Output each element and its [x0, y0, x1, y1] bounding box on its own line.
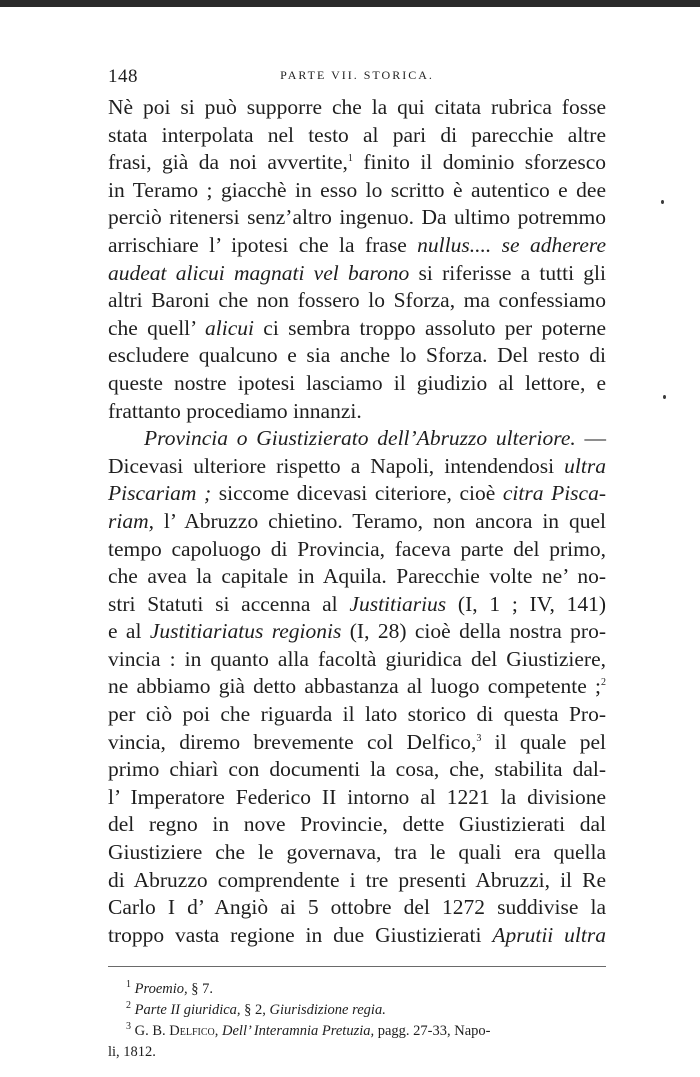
- text-line: [108, 618, 606, 646]
- italic-text: Giurisdizione regia.: [269, 1002, 386, 1019]
- footnote-separator: [108, 966, 606, 967]
- text-run: il quale pel: [481, 729, 606, 754]
- text-run: in Teramo ; giacchè in esso lo scritto è autentico e dee: [108, 177, 606, 202]
- italic-text: alicui: [205, 315, 254, 340]
- text-run: di Abruzzo comprendente i tre presenti Abruzzi, il Re: [108, 867, 606, 892]
- text-run: per ciò poi che riguarda il lato storico di questa Pro-: [108, 702, 606, 727]
- text-line: [108, 894, 606, 922]
- text-line: [108, 315, 606, 343]
- italic-text: riam,: [108, 508, 154, 533]
- running-header: [108, 60, 606, 86]
- text-run: finito il dominio sforzesco: [352, 150, 606, 175]
- text-run: pagg. 27-33, Napo-: [374, 1023, 491, 1040]
- text-run: troppo vasta regione in due Giustizierati: [108, 922, 493, 947]
- text-line: [108, 673, 606, 701]
- text-run: frattanto procediamo innanzi.: [108, 398, 362, 423]
- text-run: § 2,: [240, 1002, 270, 1019]
- text-run: ci sembra troppo assoluto per poterne: [253, 315, 606, 340]
- text-line: [108, 922, 606, 950]
- footnotes: [108, 979, 606, 1063]
- text-run: ,: [214, 1023, 223, 1040]
- italic-text: Aprutii ultra: [492, 922, 606, 947]
- text-line: [108, 480, 606, 508]
- text-line: [108, 508, 606, 536]
- text-run: perciò ritenersi senz’altro ingenuo. Da ultimo potremmo: [108, 205, 606, 230]
- text-line: [108, 839, 606, 867]
- text-run: Nè poi si può supporre che la qui citata rubrica fosse: [108, 95, 606, 119]
- text-line: [108, 867, 606, 895]
- text-line: [108, 94, 606, 122]
- scan-speck: [663, 395, 666, 399]
- text-line: [108, 425, 606, 453]
- text-line: [108, 287, 606, 315]
- text-line: [108, 398, 606, 426]
- text-run: tempo capoluogo di Provincia, faceva parte del primo,: [108, 536, 606, 561]
- italic-text: citra Pisca-: [502, 481, 606, 506]
- italic-text: audeat alicui magnati vel barono: [108, 260, 410, 285]
- book-page: [108, 60, 606, 1063]
- italic-text: Proemio,: [134, 981, 188, 998]
- text-run: Dicevasi ulteriore rispetto a Napoli, intendendosi: [108, 453, 565, 478]
- footnote-line: [108, 979, 606, 1000]
- text-line: [108, 232, 606, 260]
- text-run: arrischiare l’ ipotesi che la frase: [108, 232, 418, 257]
- running-title: PARTE VII. STORICA.: [280, 68, 434, 82]
- text-run: l’ Imperatore Federico II intorno al 1221 la divisione: [108, 784, 606, 809]
- text-run: e al: [108, 619, 150, 644]
- main-text: [108, 94, 606, 949]
- text-run: stri Statuti si accenna al: [108, 591, 350, 616]
- text-run: che avea la capitale in Aquila. Parecchie volte ne’ no-: [108, 564, 606, 589]
- scan-top-edge: [0, 0, 700, 7]
- italic-text: Piscariam ;: [108, 481, 212, 506]
- italic-text: Dell’ Interamnia Pretuzia,: [222, 1023, 375, 1040]
- text-line: [108, 204, 606, 232]
- text-run: (I, 28) cioè della nostra pro-: [341, 619, 606, 644]
- text-run: che quell’: [108, 315, 206, 340]
- text-run: altri Baroni che non fossero lo Sforza, ma confessiamo: [108, 288, 606, 313]
- italic-text: Provincia o Giustizierato dell’Abruzzo ulteriore.: [144, 426, 576, 451]
- text-line: [108, 342, 606, 370]
- text-line: [108, 370, 606, 398]
- author-name: Delfico: [169, 1023, 215, 1040]
- text-line: [108, 646, 606, 674]
- note-ref: 1: [347, 153, 353, 165]
- text-run: li, 1812.: [108, 1044, 156, 1061]
- footnote-line: [108, 1042, 606, 1063]
- text-run: Carlo I d’ Angiò ai 5 ottobre del 1272 suddivise la: [108, 895, 606, 920]
- text-run: siccome dicevasi citeriore, cioè: [211, 481, 503, 506]
- note-ref: 2: [601, 677, 606, 689]
- text-run: queste nostre ipotesi lasciamo il giudizio al lettore, e: [108, 370, 606, 395]
- text-line: [108, 784, 606, 812]
- text-run: si riferisse a tutti gli: [409, 260, 606, 285]
- text-line: [108, 122, 606, 150]
- text-run: stata interpolata nel testo al pari di parecchie altre: [108, 122, 606, 147]
- italic-text: ultra: [564, 453, 606, 478]
- text-run: escludere qualcuno e sia anche lo Sforza. Del resto di: [108, 343, 606, 368]
- text-line: [108, 701, 606, 729]
- page-number: 148: [108, 66, 138, 87]
- note-ref: 3: [126, 1021, 131, 1033]
- text-run: § 7.: [187, 981, 214, 998]
- italic-text: Justitiarius: [349, 591, 447, 616]
- note-ref: 2: [126, 1000, 131, 1012]
- text-run: vincia, diremo brevemente col Delfico,: [108, 729, 477, 754]
- text-run: del regno in nove Provincie, dette Giustizierati dal: [108, 812, 606, 837]
- text-line: [108, 453, 606, 481]
- footnote-line: [108, 1000, 606, 1021]
- text-line: [108, 811, 606, 839]
- text-run: frasi, già da noi avvertite,: [108, 150, 348, 175]
- text-run: Giustiziere che le governava, tra le quali era quella: [108, 840, 606, 865]
- note-ref: 3: [476, 732, 482, 744]
- italic-text: Justitiariatus regionis: [149, 619, 342, 644]
- text-run: l’ Abruzzo chietino. Teramo, non ancora in quel: [154, 508, 606, 533]
- text-line: [108, 260, 606, 288]
- text-run: —: [575, 426, 606, 451]
- text-run: ne abbiamo già detto abbastanza al luogo competente ;: [108, 674, 601, 699]
- scan-speck: [661, 200, 664, 204]
- text-line: [108, 536, 606, 564]
- text-run: G. B.: [131, 1023, 170, 1040]
- footnote-line: [108, 1021, 606, 1042]
- text-run: primo chiarì con documenti la cosa, che, stabilita dal-: [108, 757, 606, 782]
- text-run: vincia : in quanto alla facoltà giuridica del Giustiziere,: [108, 646, 606, 671]
- italic-text: Parte II giuridica,: [134, 1002, 241, 1019]
- text-line: [108, 756, 606, 784]
- text-line: [108, 563, 606, 591]
- text-line: [108, 149, 606, 177]
- text-line: [108, 591, 606, 619]
- text-line: [108, 729, 606, 757]
- note-ref: 1: [126, 979, 131, 991]
- italic-text: nullus.... se adherere: [417, 232, 606, 257]
- text-line: [108, 177, 606, 205]
- text-run: (I, 1 ; IV, 141): [446, 591, 606, 616]
